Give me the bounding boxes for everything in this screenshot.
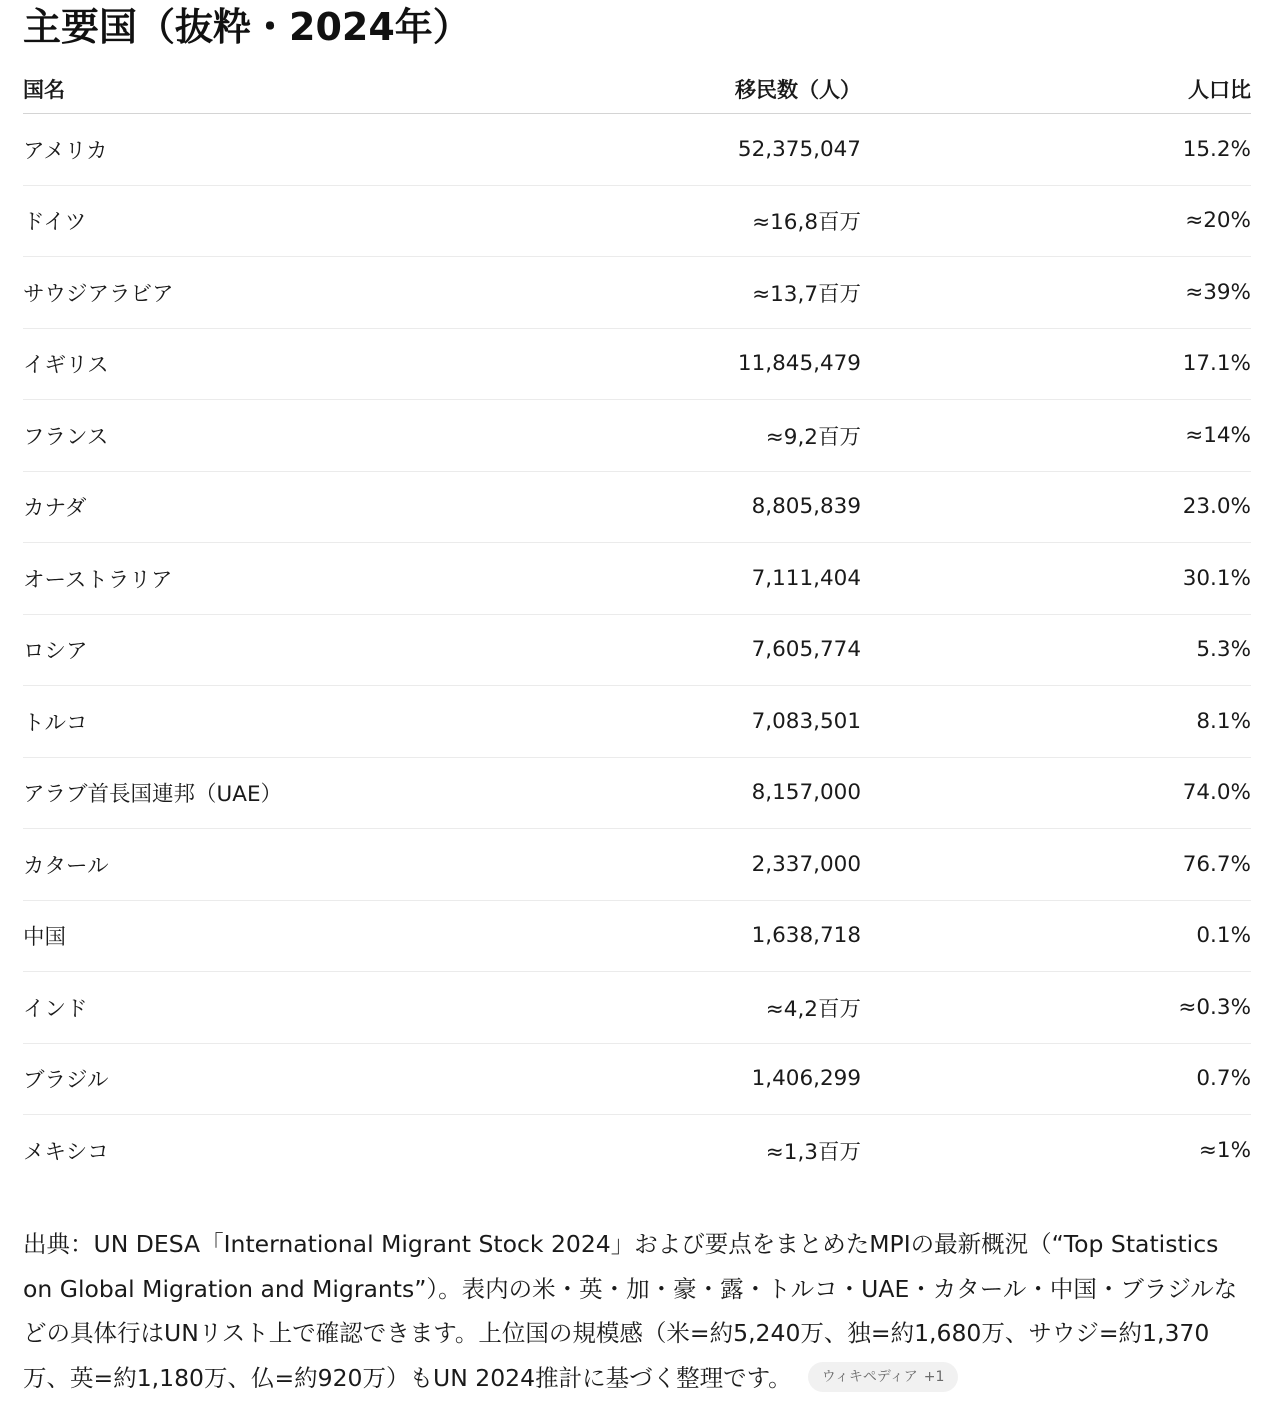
- cell-ratio: 8.1%: [861, 686, 1251, 758]
- table-row: [23, 829, 1251, 901]
- cell-country: カタール: [23, 829, 463, 901]
- table-header-row: [23, 65, 1251, 114]
- cell-migrants: ≈13,7百万: [463, 257, 861, 329]
- cell-country: アメリカ: [23, 114, 463, 186]
- table-row: [23, 400, 1251, 472]
- citation-chip-extra: +1: [923, 1369, 945, 1385]
- table-row: [23, 757, 1251, 829]
- source-text: 出典：UN DESA「International Migrant Stock 2024」および要点をまとめたMPIの最新概況（“Top Statistics on Global Migration and Migrants”）。表内の米・英・加・豪・露・トルコ・UAE・カタール・中国・ブラジルなどの具体行はUNリスト上で確認できます。上位国の規模感（米=約5,240万、独=約1,680万、サウジ=約1,370万、英=約1,180万、仏=約920万）もUN 2024推計に基づく整理です。: [23, 1230, 1238, 1392]
- cell-country: ドイツ: [23, 185, 463, 257]
- table-row: [23, 185, 1251, 257]
- table-row: [23, 114, 1251, 186]
- table-row: [23, 257, 1251, 329]
- cell-ratio: ≈14%: [861, 400, 1251, 472]
- table-row: [23, 471, 1251, 543]
- cell-country: ロシア: [23, 614, 463, 686]
- table-row: [23, 686, 1251, 758]
- table-row: [23, 328, 1251, 400]
- cell-ratio: 30.1%: [861, 543, 1251, 615]
- cell-migrants: 2,337,000: [463, 829, 861, 901]
- cell-migrants: 8,805,839: [463, 471, 861, 543]
- migrant-table: [23, 65, 1251, 1186]
- cell-ratio: 0.1%: [861, 900, 1251, 972]
- cell-migrants: 7,605,774: [463, 614, 861, 686]
- table-row: [23, 543, 1251, 615]
- header-country: 国名: [23, 65, 463, 114]
- table-row: [23, 1115, 1251, 1186]
- cell-country: イギリス: [23, 328, 463, 400]
- table-row: [23, 1043, 1251, 1115]
- page-title: 主要国（抜粋・2024年）: [23, 5, 471, 49]
- cell-ratio: 15.2%: [861, 114, 1251, 186]
- header-migrants: 移民数（人）: [463, 65, 861, 114]
- cell-country: サウジアラビア: [23, 257, 463, 329]
- cell-ratio: ≈20%: [861, 185, 1251, 257]
- source-paragraph: [23, 1222, 1243, 1400]
- cell-migrants: 7,111,404: [463, 543, 861, 615]
- cell-ratio: 17.1%: [861, 328, 1251, 400]
- cell-ratio: ≈1%: [1198, 1137, 1251, 1163]
- cell-country: フランス: [23, 400, 463, 472]
- cell-ratio: 23.0%: [861, 471, 1251, 543]
- cell-migrants: 1,406,299: [463, 1043, 861, 1115]
- cell-country: 中国: [23, 900, 463, 972]
- cell-migrants: 11,845,479: [463, 328, 861, 400]
- table-row: [23, 900, 1251, 972]
- citation-chip-label: ウィキペディア: [821, 1369, 918, 1385]
- cell-migrants: ≈16,8百万: [463, 185, 861, 257]
- cell-migrants: 52,375,047: [463, 114, 861, 186]
- cell-migrants: 1,638,718: [463, 900, 861, 972]
- cell-ratio: 76.7%: [861, 829, 1251, 901]
- cell-country: トルコ: [23, 686, 463, 758]
- cell-migrants: 7,083,501: [463, 686, 861, 758]
- cell-migrants: ≈1,3百万: [765, 1139, 861, 1165]
- cell-migrants: 8,157,000: [463, 757, 861, 829]
- cell-country: ブラジル: [23, 1043, 463, 1115]
- cell-migrants: ≈4,2百万: [463, 972, 861, 1044]
- cell-country: インド: [23, 972, 463, 1044]
- cell-ratio: 0.7%: [861, 1043, 1251, 1115]
- cell-ratio: ≈39%: [861, 257, 1251, 329]
- cell-country: メキシコ: [23, 1139, 109, 1165]
- cell-ratio: 5.3%: [861, 614, 1251, 686]
- table-row: [23, 972, 1251, 1044]
- cell-country: オーストラリア: [23, 543, 463, 615]
- citation-chip[interactable]: [808, 1362, 959, 1392]
- header-ratio: 人口比: [861, 65, 1251, 114]
- cell-country: カナダ: [23, 471, 463, 543]
- cell-migrants: ≈9,2百万: [463, 400, 861, 472]
- table-row: [23, 614, 1251, 686]
- cell-country: アラブ首長国連邦（UAE）: [23, 757, 463, 829]
- cell-ratio: 74.0%: [861, 757, 1251, 829]
- cell-ratio: ≈0.3%: [861, 972, 1251, 1044]
